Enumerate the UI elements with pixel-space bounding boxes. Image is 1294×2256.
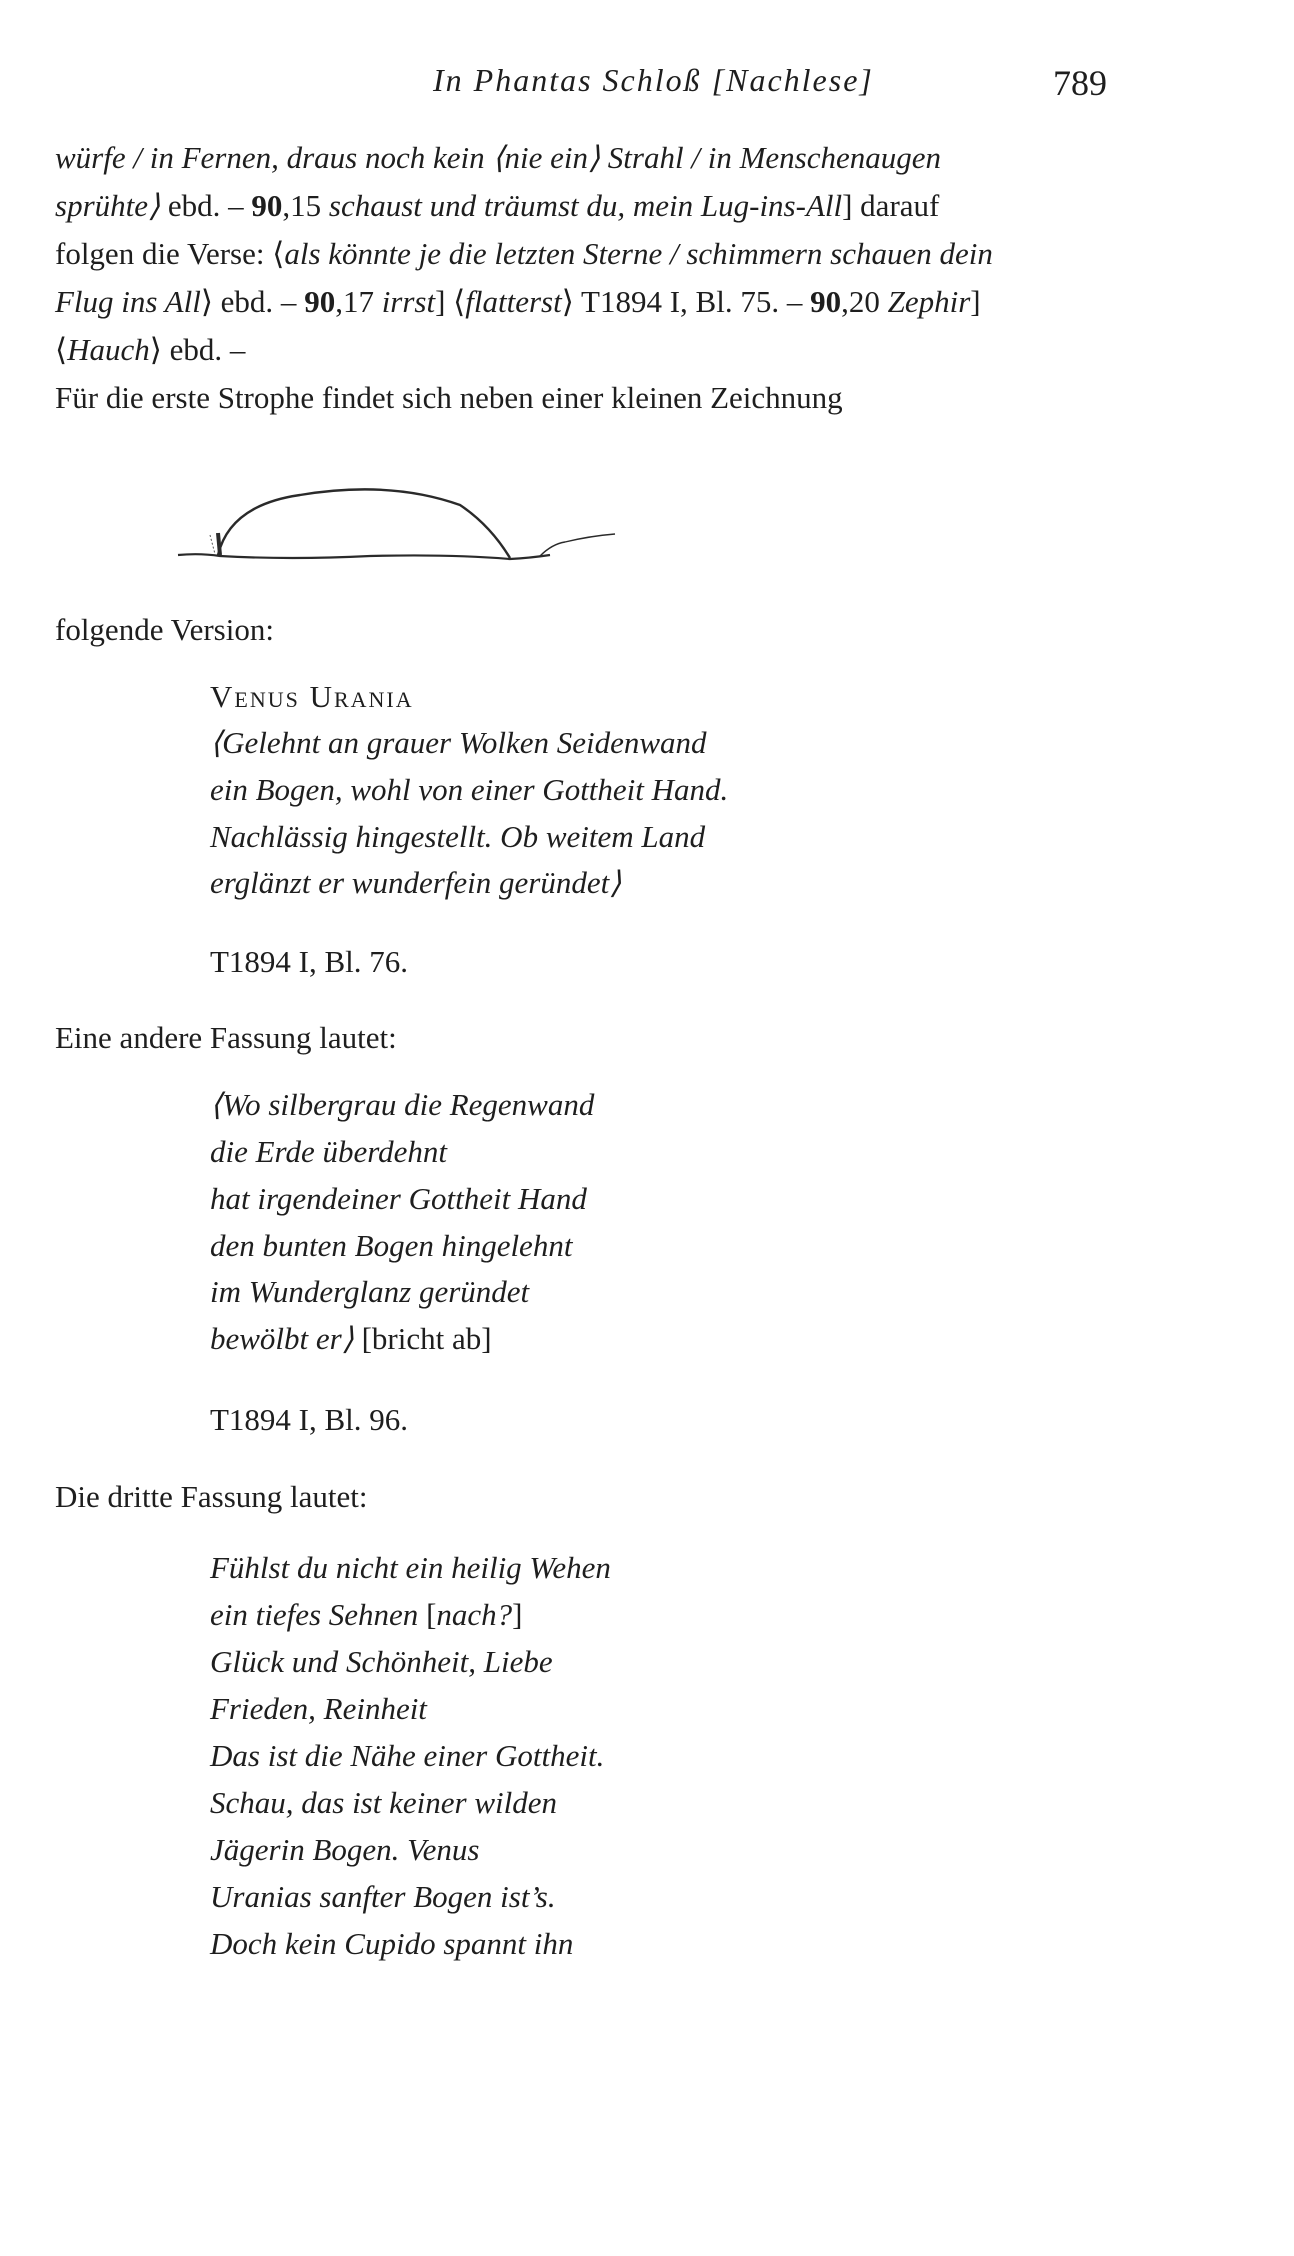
source-ref: ⟩ ebd. – bbox=[200, 284, 305, 319]
page-ref: 90 bbox=[304, 284, 336, 319]
comment-text: ] darauf bbox=[842, 188, 940, 223]
apparatus-line-5 bbox=[55, 330, 245, 370]
editorial-note: [bricht ab] bbox=[353, 1321, 492, 1356]
poem3-line-9: Doch kein Cupido spannt ihn bbox=[210, 1926, 574, 1961]
poem1-line-1: ⟨Gelehnt an grauer Wolken Seidenwand bbox=[210, 725, 707, 760]
poem3-line-8: Uranias sanfter Bogen ist’s. bbox=[210, 1879, 556, 1914]
poem3-line-1: Fühlst du nicht ein heilig Wehen bbox=[210, 1550, 611, 1585]
source-ref: ⟩ T1894 I, Bl. 75. – bbox=[561, 284, 811, 319]
sketch-horizon-line bbox=[178, 554, 550, 559]
poem3-line-2 bbox=[210, 1595, 522, 1635]
variant-text: Hauch bbox=[67, 332, 150, 367]
poem2-line-5: im Wunderglanz geründet bbox=[210, 1274, 530, 1309]
page-number: 789 bbox=[1053, 63, 1107, 103]
poem2-line-2: die Erde überdehnt bbox=[210, 1134, 448, 1169]
sketch-stroke bbox=[210, 535, 215, 554]
poem-text: bewölbt er⟩ bbox=[210, 1321, 354, 1356]
poem2-source: T1894 I, Bl. 96. bbox=[210, 1402, 409, 1437]
bracket: ⟨ bbox=[55, 332, 68, 367]
page-ref: 90 bbox=[251, 188, 283, 223]
editorial-query: nach? bbox=[436, 1597, 513, 1632]
variant-text: flatterst bbox=[465, 284, 562, 319]
apparatus-line-6: Für die erste Strophe findet sich neben einer kleinen Zeichnung bbox=[55, 380, 843, 415]
poem3-line-5: Das ist die Nähe einer Gottheit. bbox=[210, 1738, 605, 1773]
line-ref: ,20 bbox=[841, 284, 888, 319]
running-title: In Phantas Schloß [Nachlese] bbox=[433, 62, 874, 98]
poem1-source: T1894 I, Bl. 76. bbox=[210, 944, 409, 979]
variant-text: Flug ins All bbox=[55, 284, 201, 319]
poem2-line-3: hat irgendeiner Gottheit Hand bbox=[210, 1181, 587, 1216]
poem-text: ein tiefes Sehnen bbox=[210, 1597, 427, 1632]
poem3-line-3: Glück und Schönheit, Liebe bbox=[210, 1644, 553, 1679]
poem2-line-1: ⟨Wo silbergrau die Regenwand bbox=[210, 1087, 595, 1122]
sketch-post bbox=[218, 533, 220, 555]
version3-intro: Die dritte Fassung lautet: bbox=[55, 1479, 368, 1514]
apparatus-line-3 bbox=[55, 234, 993, 274]
bracket: ] bbox=[970, 284, 981, 319]
variant-text: als könnte je die letzten Sterne / schimmern schauen dein bbox=[284, 236, 993, 271]
bracket: [ bbox=[426, 1597, 437, 1632]
page-ref: 90 bbox=[810, 284, 842, 319]
poem1-line-4: erglänzt er wunderfein geründet⟩ bbox=[210, 865, 622, 900]
variant-text: würfe / in Fernen, draus noch kein ⟨nie ein⟩ Strahl / in Menschenaugen bbox=[55, 140, 941, 175]
comment-text: folgen die Verse: ⟨ bbox=[55, 236, 285, 271]
bracket: ] bbox=[512, 1597, 523, 1632]
apparatus-line-2 bbox=[55, 186, 939, 226]
apparatus-line-1 bbox=[55, 138, 941, 178]
source-ref: ebd. – bbox=[160, 188, 252, 223]
lemma: Zephir bbox=[887, 284, 971, 319]
poem2-line-6 bbox=[210, 1319, 492, 1359]
sketch-arc bbox=[218, 489, 510, 558]
poem1-line-2: ein Bogen, wohl von einer Gottheit Hand. bbox=[210, 772, 729, 807]
rainbow-sketch bbox=[170, 470, 630, 570]
lemma: irrst bbox=[381, 284, 436, 319]
lemma: schaust und träumst du, mein Lug-ins-All bbox=[328, 188, 843, 223]
sketch-tail bbox=[540, 534, 615, 556]
poem-title: Venus Urania bbox=[210, 679, 414, 714]
line-ref: ,17 bbox=[335, 284, 382, 319]
source-ref: ⟩ ebd. – bbox=[149, 332, 246, 367]
version-intro: folgende Version: bbox=[55, 612, 274, 647]
version2-intro: Eine andere Fassung lautet: bbox=[55, 1020, 397, 1055]
apparatus-line-4 bbox=[55, 282, 981, 322]
poem3-line-6: Schau, das ist keiner wilden bbox=[210, 1785, 557, 1820]
bracket: ] ⟨ bbox=[435, 284, 466, 319]
poem2-line-4: den bunten Bogen hingelehnt bbox=[210, 1228, 573, 1263]
variant-text: sprühte⟩ bbox=[55, 188, 161, 223]
poem1-line-3: Nachlässig hingestellt. Ob weitem Land bbox=[210, 819, 706, 854]
poem3-line-7: Jägerin Bogen. Venus bbox=[210, 1832, 480, 1867]
line-ref: ,15 bbox=[282, 188, 329, 223]
poem3-line-4: Frieden, Reinheit bbox=[210, 1691, 427, 1726]
